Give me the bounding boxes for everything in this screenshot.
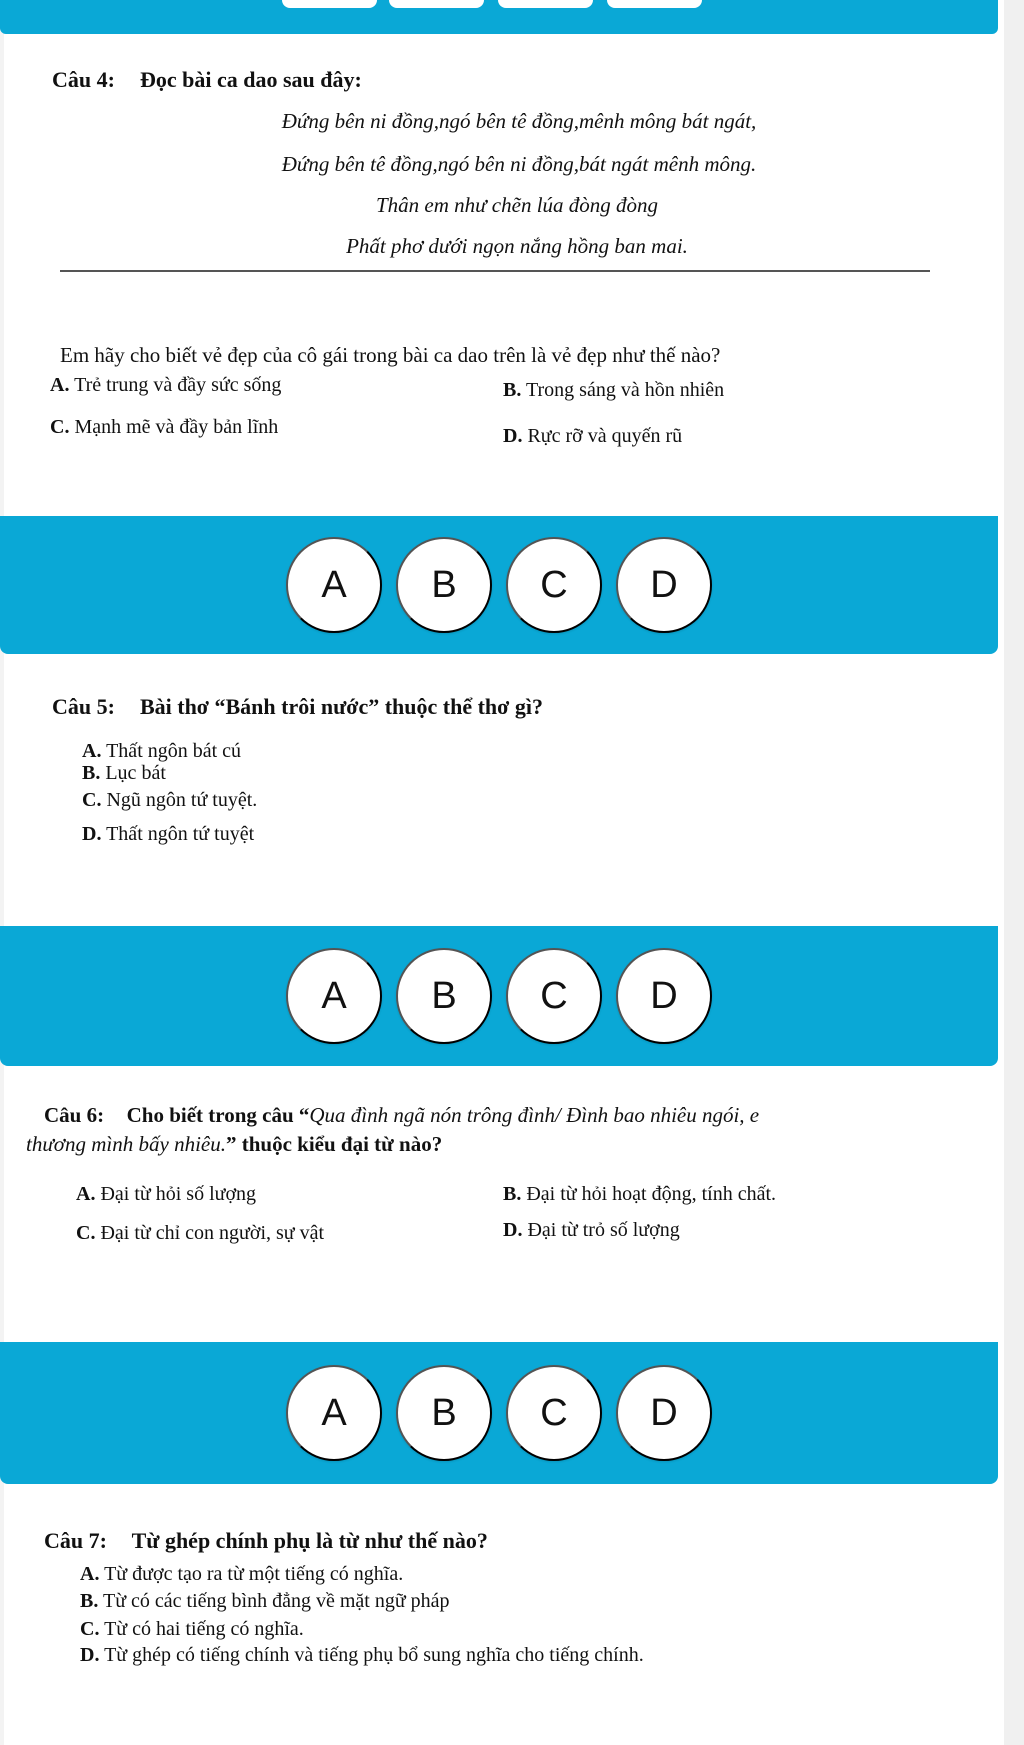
option-letter: D. xyxy=(503,425,523,447)
option-b xyxy=(503,379,724,402)
option-letter: A. xyxy=(82,740,102,762)
question-4-answer-choices xyxy=(0,516,998,654)
option-d xyxy=(82,823,254,846)
option-letter: B. xyxy=(503,379,522,401)
question-5-card xyxy=(8,668,994,914)
option-text: Từ được tạo ra từ một tiếng có nghĩa. xyxy=(104,1563,404,1585)
question-7-title xyxy=(44,1528,488,1554)
option-text: Đại từ hỏi hoạt động, tính chất. xyxy=(526,1183,777,1205)
option-text: Trong sáng và hồn nhiên xyxy=(525,379,725,401)
option-text: Trẻ trung và đầy sức sống xyxy=(74,374,282,396)
option-c xyxy=(80,1618,304,1641)
option-text: Đại từ trỏ số lượng xyxy=(527,1219,680,1241)
option-letter: D. xyxy=(503,1219,523,1241)
top-choice-circle-edge xyxy=(607,0,702,8)
question-5-title xyxy=(52,694,543,720)
top-choice-circle-edge xyxy=(498,0,593,8)
choice-c-button[interactable]: C xyxy=(506,948,602,1044)
choice-b-button[interactable]: B xyxy=(396,537,492,633)
question-number: Câu 7: xyxy=(44,1528,107,1553)
option-letter: C. xyxy=(80,1618,100,1640)
question-title-suffix: ” thuộc kiểu đại từ nào? xyxy=(225,1132,443,1156)
question-heading: Bài thơ “Bánh trôi nước” thuộc thể thơ gì? xyxy=(139,694,543,719)
option-letter: A. xyxy=(50,374,70,396)
poem-divider xyxy=(60,270,930,272)
question-number: Câu 5: xyxy=(52,694,115,719)
choice-a-button[interactable]: A xyxy=(286,1365,382,1461)
question-heading: Từ ghép chính phụ là từ như thế nào? xyxy=(131,1528,488,1553)
option-text: Thất ngôn tứ tuyệt xyxy=(106,823,255,845)
option-text: Mạnh mẽ và đầy bản lĩnh xyxy=(74,416,279,438)
option-text: Thất ngôn bát cú xyxy=(106,740,242,762)
poem-line: Phất phơ dưới ngọn nắng hồng ban mai. xyxy=(346,234,688,258)
choice-a-button[interactable]: A xyxy=(286,537,382,633)
option-text: Ngũ ngôn tứ tuyệt. xyxy=(106,789,258,811)
question-7-card xyxy=(8,1498,994,1738)
question-4-title xyxy=(52,67,362,93)
left-page-edge xyxy=(0,0,4,1745)
question-number: Câu 4: xyxy=(52,67,115,92)
choice-c-button[interactable]: C xyxy=(506,1365,602,1461)
poem-line: Thân em như chẽn lúa đòng đòng xyxy=(375,193,659,217)
option-letter: A. xyxy=(80,1563,100,1585)
choice-d-button[interactable]: D xyxy=(616,1365,712,1461)
poem-line: Đứng bên tê đồng,ngó bên ni đồng,bát ngát mênh mông. xyxy=(281,152,757,176)
option-text: Từ có hai tiếng có nghĩa. xyxy=(104,1618,304,1640)
question-6-answer-choices xyxy=(0,1342,998,1484)
option-letter: B. xyxy=(80,1590,99,1612)
option-letter: C. xyxy=(76,1222,96,1244)
choice-b-button[interactable]: B xyxy=(396,1365,492,1461)
option-c xyxy=(76,1222,324,1245)
choice-c-button[interactable]: C xyxy=(506,537,602,633)
question-prompt: Em hãy cho biết vẻ đẹp của cô gái trong bài ca dao trên là vẻ đẹp như thế nào? xyxy=(60,343,721,367)
question-heading: Đọc bài ca dao sau đây: xyxy=(139,67,362,92)
top-choice-circle-edge xyxy=(282,0,377,8)
option-c xyxy=(50,416,278,439)
option-a xyxy=(82,740,241,763)
option-a xyxy=(50,374,281,397)
option-letter: B. xyxy=(503,1183,522,1205)
right-page-edge xyxy=(1004,0,1024,1745)
option-text: Lục bát xyxy=(105,762,166,784)
option-letter: C. xyxy=(50,416,70,438)
poem-line: Đứng bên ni đồng,ngó bên tê đồng,mênh mông bát ngát, xyxy=(281,109,757,133)
choice-d-button[interactable]: D xyxy=(616,537,712,633)
choice-a-button[interactable]: A xyxy=(286,948,382,1044)
option-letter: D. xyxy=(82,823,102,845)
top-answer-band xyxy=(0,0,998,34)
quoted-verse: Qua đình ngã nón trông đình/ Đình bao nhiêu ngói, e xyxy=(309,1103,760,1127)
option-a xyxy=(80,1563,403,1586)
option-d xyxy=(503,425,682,448)
option-b xyxy=(80,1590,450,1613)
option-text: Từ có các tiếng bình đẳng về mặt ngữ pháp xyxy=(102,1590,450,1612)
option-b xyxy=(503,1183,776,1206)
option-a xyxy=(76,1183,256,1206)
option-text: Đại từ hỏi số lượng xyxy=(100,1183,257,1205)
option-letter: C. xyxy=(82,789,102,811)
question-title-prefix: Cho biết trong câu “ xyxy=(126,1103,310,1127)
top-choice-circle-edge xyxy=(389,0,484,8)
option-b xyxy=(82,762,166,785)
question-6-title-line-1 xyxy=(44,1103,759,1128)
quoted-verse-continuation: thương mình bấy nhiêu. xyxy=(26,1132,226,1156)
option-c xyxy=(82,789,257,812)
choice-b-button[interactable]: B xyxy=(396,948,492,1044)
question-6-title-line-2 xyxy=(26,1132,442,1157)
option-d xyxy=(503,1219,680,1242)
choice-d-button[interactable]: D xyxy=(616,948,712,1044)
option-letter: B. xyxy=(82,762,101,784)
question-4-card xyxy=(8,48,994,506)
option-text: Rực rỡ và quyến rũ xyxy=(527,425,683,447)
option-text: Đại từ chỉ con người, sự vật xyxy=(100,1222,325,1244)
option-letter: D. xyxy=(80,1644,100,1666)
option-d xyxy=(80,1644,644,1667)
option-text: Từ ghép có tiếng chính và tiếng phụ bổ sung nghĩa cho tiếng chính. xyxy=(104,1644,644,1666)
question-6-card xyxy=(8,1080,994,1332)
question-number: Câu 6: xyxy=(44,1103,105,1127)
option-letter: A. xyxy=(76,1183,96,1205)
question-5-answer-choices xyxy=(0,926,998,1066)
